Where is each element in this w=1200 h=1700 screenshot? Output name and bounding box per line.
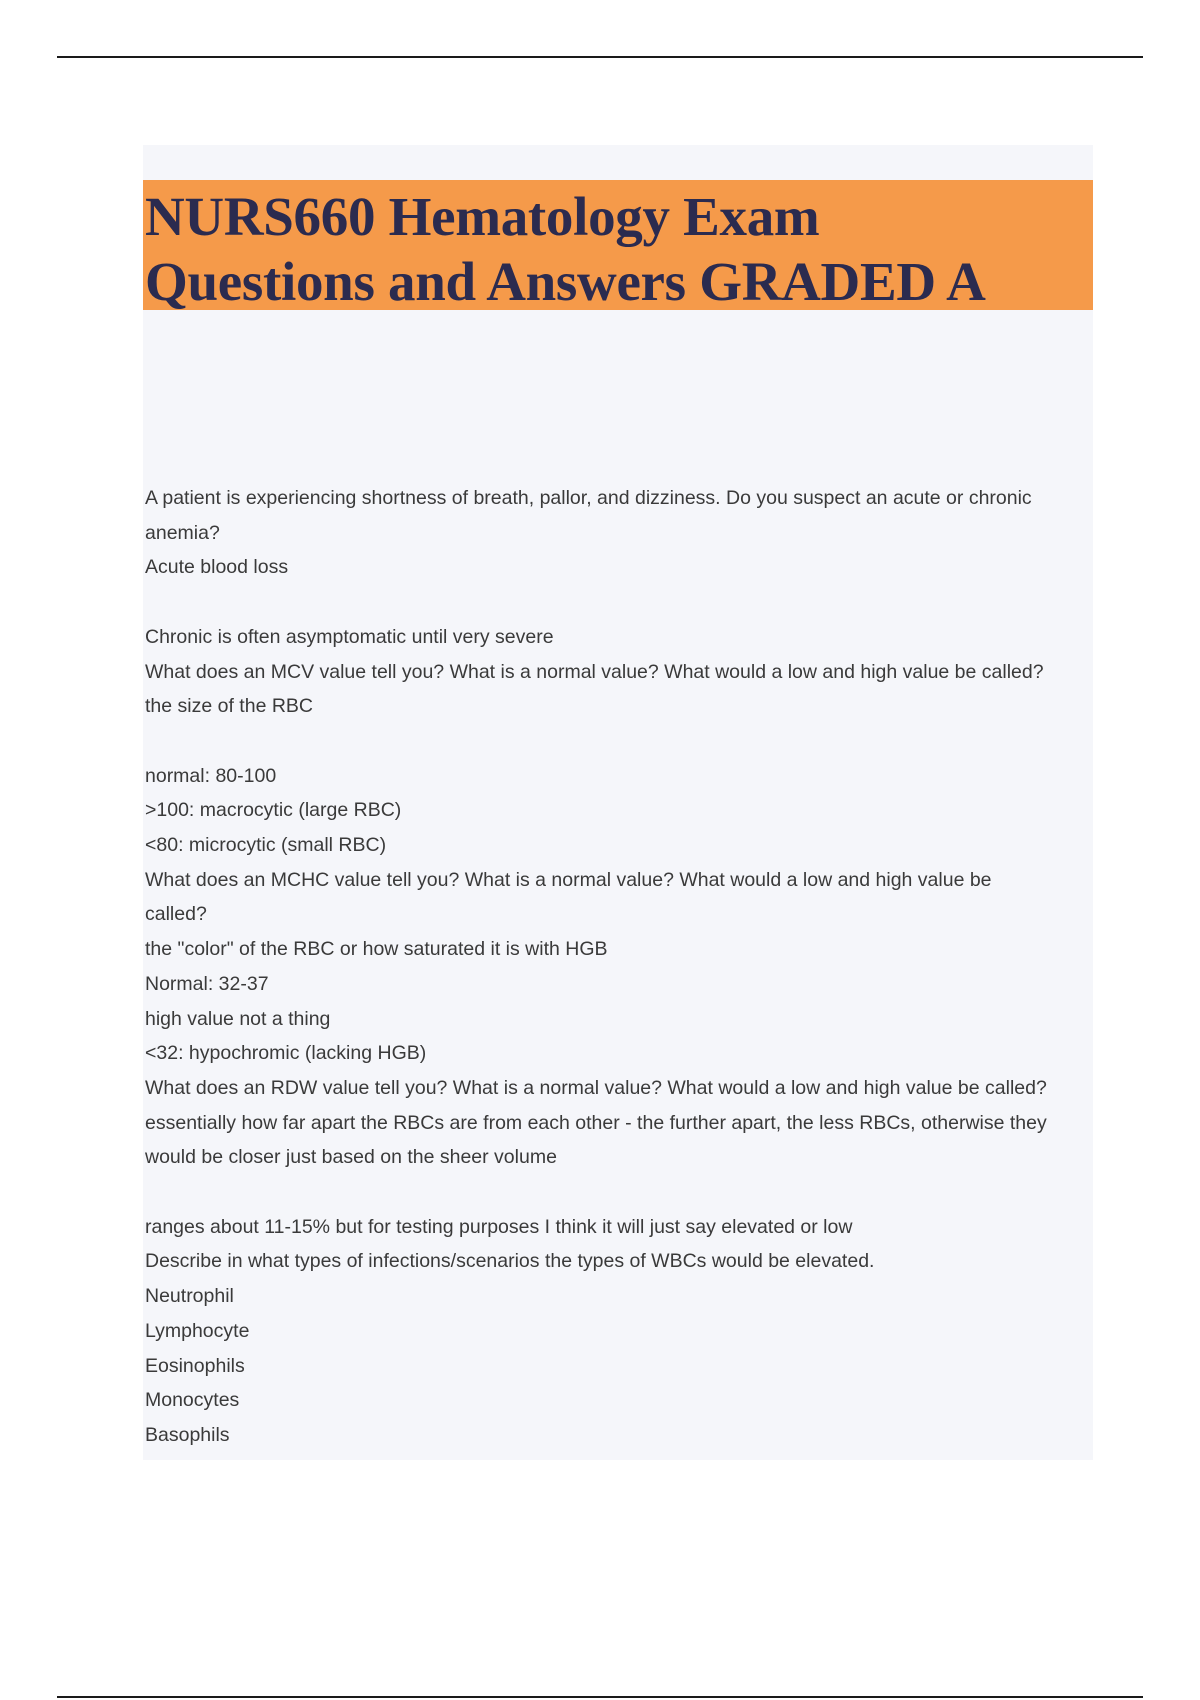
blank-line [145, 585, 1090, 620]
body-line: Chronic is often asymptomatic until very severe [145, 625, 554, 648]
document-body [145, 481, 1090, 1453]
body-line: called? [145, 903, 207, 926]
body-line: Acute blood loss [145, 556, 289, 579]
body-line: What does an MCHC value tell you? What is a normal value? What would a low and high value be [145, 868, 992, 891]
bottom-rule [57, 1696, 1143, 1698]
body-line: Normal: 32-37 [145, 972, 269, 995]
document-panel [143, 145, 1093, 1460]
body-line: essentially how far apart the RBCs are from each other - the further apart, the less RBCs, otherwise they [145, 1111, 1047, 1134]
body-line: >100: macrocytic (large RBC) [145, 799, 402, 822]
body-line: A patient is experiencing shortness of breath, pallor, and dizziness. Do you suspect an acute or chronic [145, 487, 1032, 509]
body-line: What does an MCV value tell you? What is a normal value? What would a low and high value be called? [145, 660, 1044, 683]
body-line: Neutrophil [145, 1285, 234, 1308]
blank-line [145, 724, 1090, 759]
body-line: Basophils [145, 1423, 230, 1446]
body-line: normal: 80-100 [145, 764, 277, 787]
body-line: What does an RDW value tell you? What is a normal value? What would a low and high value be called? [145, 1076, 1047, 1099]
body-line: would be closer just based on the sheer volume [145, 1146, 557, 1169]
body-line: <32: hypochromic (lacking HGB) [145, 1042, 427, 1065]
body-line: Eosinophils [145, 1354, 245, 1377]
body-line: ranges about 11-15% but for testing purposes I think it will just say elevated or low [145, 1215, 853, 1238]
title-banner [143, 180, 1093, 310]
body-line: the size of the RBC [145, 695, 313, 718]
body-line: anemia? [145, 521, 220, 544]
body-line: Monocytes [145, 1389, 240, 1412]
body-line: Lymphocyte [145, 1319, 250, 1342]
body-line: the "color" of the RBC or how saturated it is with HGB [145, 938, 608, 961]
body-line: Describe in what types of infections/scenarios the types of WBCs would be elevated. [145, 1250, 875, 1273]
document-title [145, 184, 986, 314]
body-line: <80: microcytic (small RBC) [145, 834, 387, 856]
blank-line [145, 1175, 1090, 1210]
title-line-2: Questions and Answers GRADED A [145, 251, 986, 312]
top-rule [57, 56, 1143, 58]
title-line-1: NURS660 Hematology Exam [145, 186, 820, 247]
body-line: high value not a thing [145, 1007, 331, 1030]
